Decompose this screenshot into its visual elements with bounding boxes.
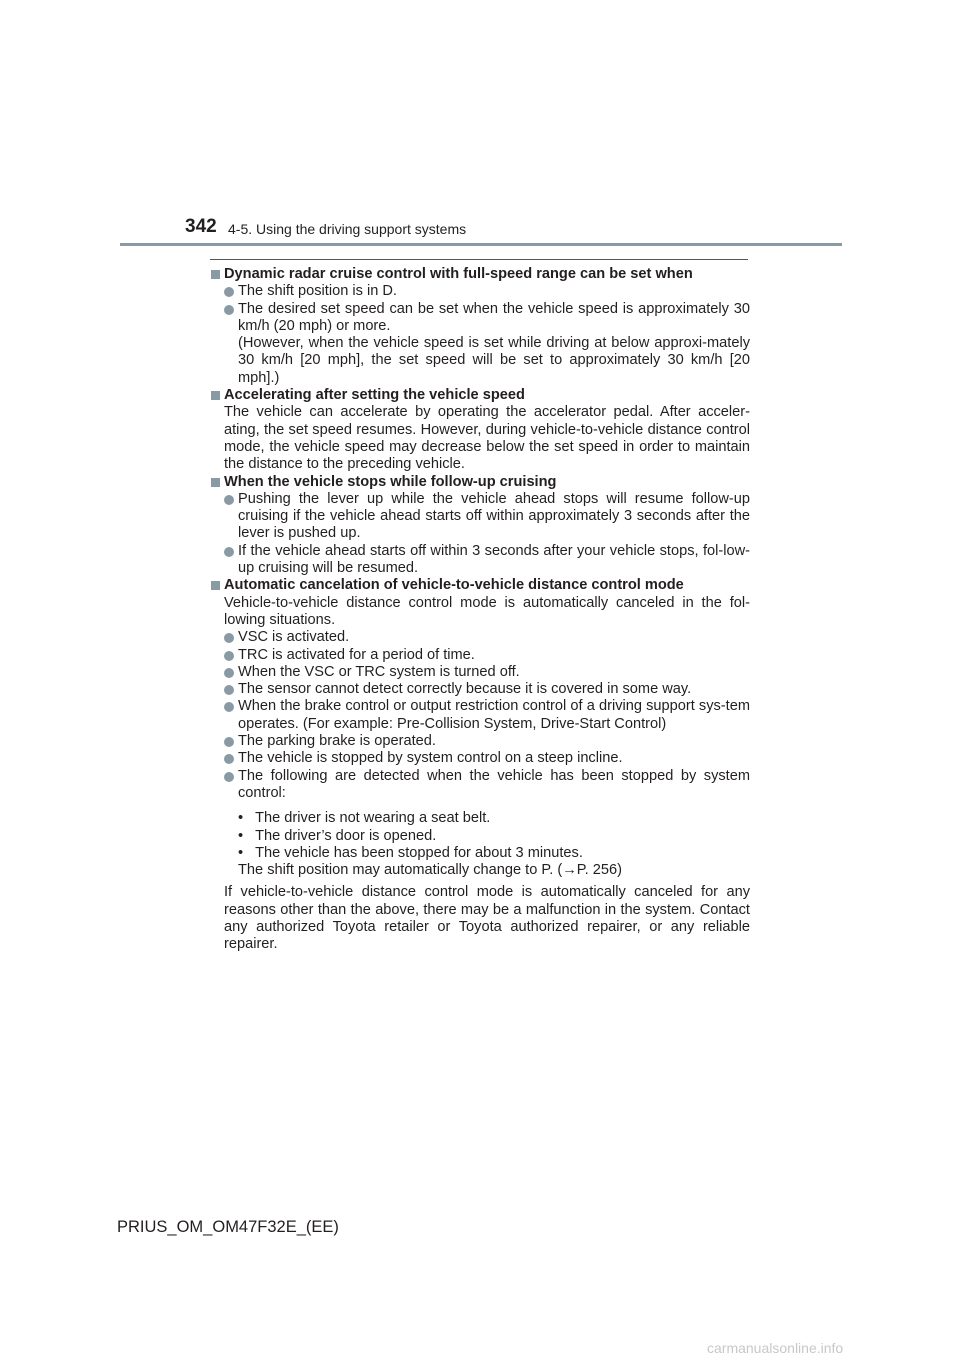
- list-item: [210, 733, 750, 750]
- section-title: 4-5. Using the driving support systems: [228, 221, 467, 237]
- list-item: [210, 283, 750, 300]
- document-code: PRIUS_OM_OM47F32E_(EE): [117, 1218, 339, 1236]
- header-rule: [120, 243, 842, 246]
- list-item-text: If the vehicle ahead starts off within 3 seconds after your vehicle stops, fol-low-up cruising will be resumed.: [238, 542, 750, 577]
- watermark: carmanualsonline.info: [707, 1340, 844, 1356]
- list-item: [210, 543, 750, 578]
- list-item-text: When the VSC or TRC system is turned off.: [238, 663, 520, 680]
- list-item-text: The desired set speed can be set when the vehicle speed is approximately 30 km/h (20 mph) or more.: [238, 300, 750, 334]
- circle-bullet-icon: [224, 633, 234, 643]
- circle-bullet-icon: [224, 287, 234, 297]
- paragraph: Vehicle-to-vehicle distance control mode is automatically canceled in the fol-lowing situations.: [224, 594, 750, 628]
- sub-list-note: The shift position may automatically change to P. (→P. 256): [238, 862, 622, 879]
- circle-bullet-icon: [224, 702, 234, 712]
- sub-bullet-marker: •: [238, 827, 244, 844]
- circle-bullet-icon: [224, 547, 234, 557]
- list-item-text: VSC is activated.: [238, 629, 350, 646]
- subsection-heading: [210, 474, 750, 491]
- list-item: [210, 629, 750, 646]
- square-bullet-icon: [211, 581, 220, 590]
- square-bullet-icon: [211, 391, 220, 400]
- heading-text: Automatic cancelation of vehicle-to-vehicle distance control mode: [224, 577, 684, 594]
- sub-bullet-marker: •: [238, 844, 244, 861]
- circle-bullet-icon: [224, 685, 234, 695]
- page-number: 342: [185, 216, 217, 237]
- circle-bullet-icon: [224, 305, 234, 315]
- sub-list-item: [238, 828, 750, 845]
- circle-bullet-icon: [224, 651, 234, 661]
- list-item-text: The vehicle is stopped by system control on a steep incline.: [238, 750, 623, 767]
- list-item-note: (However, when the vehicle speed is set while driving at below approxi-mately 30 km/h [20 mph], the set speed will be set to approximately 30 km/h [20 mph].): [238, 335, 750, 386]
- circle-bullet-icon: [224, 737, 234, 747]
- circle-bullet-icon: [224, 772, 234, 782]
- list-item-text: The shift position is in D.: [238, 283, 397, 300]
- sub-list-item: [238, 810, 750, 827]
- circle-bullet-icon: [224, 668, 234, 678]
- list-item: [210, 647, 750, 664]
- square-bullet-icon: [211, 478, 220, 487]
- circle-bullet-icon: [224, 754, 234, 764]
- circle-bullet-icon: [224, 495, 234, 505]
- sub-list: [210, 810, 750, 879]
- list-item-text: Pushing the lever up while the vehicle ahead stops will resume follow-up cruising if the vehicle ahead starts off within approximately 3 seconds after the lever is pushed up.: [238, 490, 750, 542]
- sub-bullet-marker: •: [238, 810, 244, 827]
- list-item: [210, 491, 750, 543]
- subsection-heading: [210, 387, 750, 404]
- content-body: [210, 266, 750, 954]
- subsection-heading: [210, 266, 750, 283]
- content-rule: [210, 259, 748, 260]
- list-item-text: The following are detected when the vehicle has been stopped by system control:: [238, 767, 750, 801]
- list-item-text: When the brake control or output restriction control of a driving support sys-tem operates. (For example: Pre-Collision System, Drive-Start Control): [238, 698, 750, 732]
- list-item: [210, 698, 750, 733]
- list-item: [210, 664, 750, 681]
- heading-text: Accelerating after setting the vehicle speed: [224, 387, 525, 404]
- subsection-heading: [210, 577, 750, 594]
- paragraph: If vehicle-to-vehicle distance control mode is automatically canceled for any reasons other than the above, there may be a malfunction in the system. Contact any authorized Toyota retailer or Toyota authorized repairer, or any reliable repairer.: [224, 884, 750, 953]
- list-item: [210, 301, 750, 387]
- sub-list-item-text: The vehicle has been stopped for about 3 minutes.: [255, 844, 583, 861]
- list-item-text: TRC is activated for a period of time.: [238, 646, 475, 663]
- heading-text: When the vehicle stops while follow-up cruising: [224, 473, 557, 490]
- sub-list-item: [238, 845, 750, 862]
- sub-list-item-text: The driver is not wearing a seat belt.: [255, 810, 491, 827]
- paragraph: The vehicle can accelerate by operating the accelerator pedal. After acceler-ating, the set speed resumes. However, during vehicle-to-vehicle distance control mode, the vehicle speed may decrease below the set speed in order to maintain the distance to the preceding vehicle.: [224, 404, 750, 473]
- heading-text: Dynamic radar cruise control with full-speed range can be set when: [224, 266, 693, 282]
- list-item-text: The parking brake is operated.: [238, 733, 436, 750]
- list-item: [210, 681, 750, 698]
- list-item: [210, 768, 750, 803]
- list-item: [210, 750, 750, 767]
- list-item-text: The sensor cannot detect correctly because it is covered in some way.: [238, 681, 692, 698]
- square-bullet-icon: [211, 270, 220, 279]
- sub-list-item-text: The driver’s door is opened.: [255, 827, 437, 844]
